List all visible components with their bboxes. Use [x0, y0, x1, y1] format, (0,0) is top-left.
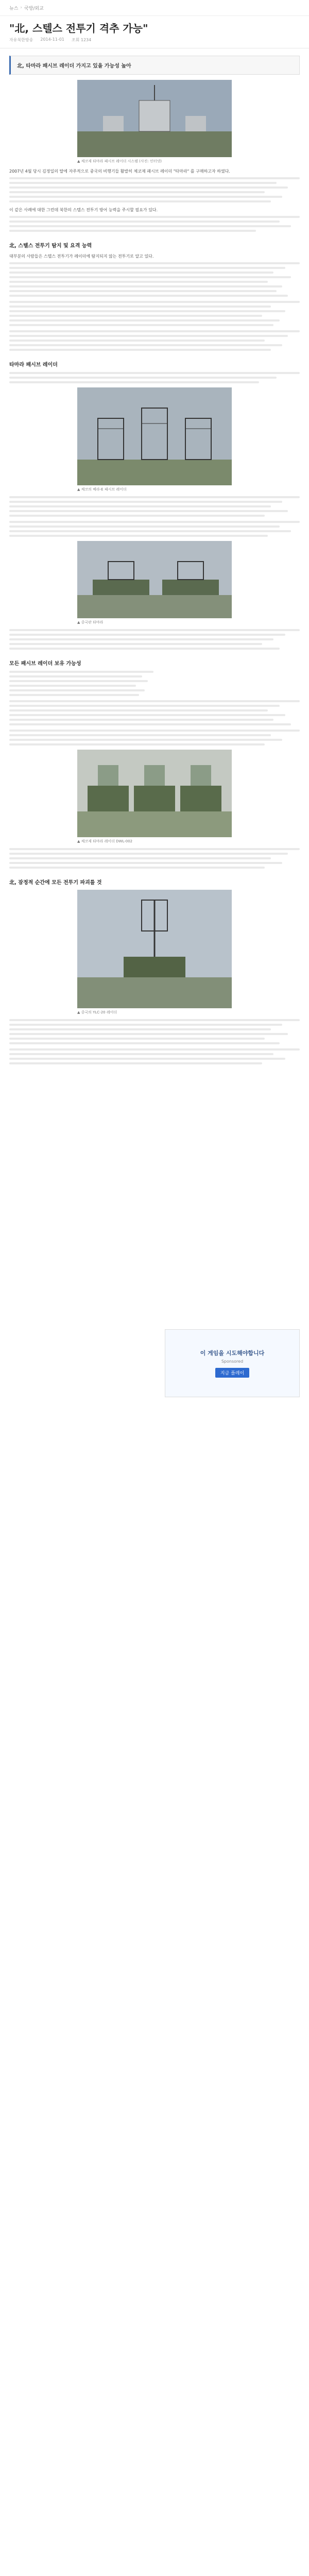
text-line: [9, 182, 277, 184]
figure-caption-4: ▲ 체코제 타마라 레이더 DWL-002: [77, 839, 133, 843]
text-line: [9, 230, 256, 232]
text-line: [9, 1053, 273, 1055]
text-line: [9, 848, 300, 850]
text-line: [9, 705, 280, 707]
text-line: [9, 1042, 280, 1044]
text-line: [9, 1028, 271, 1030]
paragraph-15: [9, 1048, 300, 1064]
text-line: [9, 340, 265, 342]
text-line: [9, 694, 139, 696]
text-line: [9, 262, 300, 264]
text-line: [9, 267, 285, 269]
radar-image-3: [77, 541, 232, 618]
paragraph-3-text: 대부분의 사람들은 스텔스 전투기가 레이더에 탐지되지 않는 전투기로 알고 있다.: [9, 254, 154, 259]
text-line: [9, 730, 300, 732]
breadcrumb-section[interactable]: 국방/외교: [24, 6, 44, 11]
text-line: [9, 862, 282, 864]
text-line: [9, 372, 300, 374]
text-line: [9, 285, 282, 287]
text-line: [9, 629, 300, 631]
figure-2: [77, 387, 232, 492]
radar-illustration-5: [77, 890, 232, 1008]
text-line: [9, 319, 280, 321]
lead-callout: 北, 타마라 패시브 레이더 가지고 있을 가능성 높아: [9, 56, 300, 75]
paragraph-9: [9, 629, 300, 650]
text-line: [9, 216, 300, 218]
text-line: [9, 719, 273, 721]
text-line: [9, 689, 145, 691]
text-line: [9, 295, 288, 297]
text-line: [9, 1058, 285, 1060]
paragraph-10: [9, 671, 153, 696]
article-meta: [0, 37, 309, 48]
breadcrumb-separator: ›: [20, 5, 22, 10]
breadcrumb: [0, 0, 309, 16]
paragraph-1: [9, 168, 300, 202]
text-line: [9, 634, 285, 636]
text-line: [9, 515, 265, 517]
figure-caption-1: ▲ 체코제 타마라 패시브 레이더 시스템 (사진: 인터넷): [77, 159, 162, 163]
article-title: "北, 스텔스 전투기 격추 가능": [9, 22, 148, 35]
text-line: [9, 1062, 262, 1064]
figure-4: [77, 750, 232, 844]
section-heading-3: 모든 패시브 레이더 보유 가능성: [9, 661, 81, 667]
text-line: [9, 281, 268, 283]
article-author: 자유북한방송: [9, 38, 33, 42]
paragraph-6: [9, 372, 300, 383]
section-heading-1: 北, 스텔스 전투기 탐지 및 요격 능력: [9, 243, 92, 249]
text-line: [9, 381, 259, 383]
text-line: [9, 196, 282, 198]
text-line: [9, 675, 142, 677]
text-line: [9, 200, 271, 202]
text-line: [9, 344, 282, 346]
paragraph-8: [9, 521, 300, 537]
text-line: [9, 521, 300, 523]
text-line: [9, 685, 136, 687]
text-line: [9, 723, 291, 725]
text-line: [9, 315, 262, 317]
paragraph-13: [9, 848, 300, 869]
text-line: [9, 496, 300, 498]
text-line: [9, 301, 300, 303]
radar-image-4: [77, 750, 232, 837]
text-line: [9, 867, 265, 869]
text-line: [9, 349, 271, 351]
radar-illustration-2: [77, 387, 232, 485]
ad-title: 이 게임을 시도해야합니다: [200, 1350, 265, 1357]
text-line: [9, 1033, 288, 1035]
text-line: [9, 191, 265, 193]
text-line: [9, 510, 288, 512]
text-line: [9, 857, 271, 859]
radar-illustration-4: [77, 750, 232, 837]
sponsored-ad[interactable]: [165, 1329, 300, 1397]
text-line: [9, 306, 271, 308]
text-line: [9, 671, 153, 673]
paragraph-3: [9, 253, 300, 297]
text-line: [9, 177, 300, 179]
text-line: [9, 700, 300, 702]
paragraph-5: [9, 330, 300, 351]
figure-caption-5: ▲ 중국의 YLC-20 레이더: [77, 1010, 117, 1014]
radar-illustration-1: [77, 80, 232, 157]
figure-caption-2: ▲ 체코의 베라-E 패시브 레이더: [77, 487, 127, 492]
section-heading-2: 타마라 패시브 레이더: [9, 362, 58, 368]
text-line: [9, 330, 300, 332]
text-line: [9, 324, 273, 326]
text-line: [9, 526, 280, 528]
text-line: [9, 530, 291, 532]
text-line: [9, 734, 271, 736]
text-line: [9, 714, 285, 716]
text-line: [9, 276, 291, 278]
paragraph-11: [9, 700, 300, 725]
ad-play-button[interactable]: 지금 플레이: [215, 1368, 249, 1378]
article-date: 2014-11-01: [40, 37, 64, 42]
paragraph-7: [9, 496, 300, 517]
paragraph-4: [9, 301, 300, 326]
text-line: [9, 377, 277, 379]
text-line: [9, 225, 291, 227]
text-line: [9, 335, 288, 337]
text-line: [9, 638, 273, 640]
radar-image-1: [77, 80, 232, 157]
paragraph-2-text: 이 같은 사례에 대한 그런데 북한의 스텔스 전투기 방어 능력을 주시할 필요가 있다.: [9, 208, 158, 212]
article-views: 조회 1234: [71, 38, 92, 42]
text-line: [9, 709, 268, 711]
text-line: [9, 739, 282, 741]
text-line: [9, 221, 280, 223]
text-line: [9, 505, 271, 507]
paragraph-2: [9, 207, 300, 232]
paragraph-1-text: 2007년 4월 당시 김정일의 딸에 자주적으로 중국의 비행기들 활발히 체코제 패시브 레이더 "타마라" 를 구매하고자 하였다.: [9, 169, 230, 174]
radar-image-5: [77, 890, 232, 1008]
text-line: [9, 853, 288, 855]
breadcrumb-home[interactable]: 뉴스: [9, 6, 19, 11]
text-line: [9, 743, 265, 745]
radar-illustration-3: [77, 541, 232, 618]
text-line: [9, 310, 285, 312]
radar-image-2: [77, 387, 232, 485]
paragraph-12: [9, 730, 300, 745]
text-line: [9, 648, 280, 650]
text-line: [9, 643, 262, 645]
figure-1: [77, 80, 232, 164]
ad-sub: Sponsored: [221, 1359, 244, 1364]
text-line: [9, 187, 288, 189]
text-line: [9, 290, 277, 292]
text-line: [9, 1038, 265, 1040]
text-line: [9, 1019, 300, 1021]
figure-caption-3: ▲ 중국판 타마라: [77, 620, 104, 624]
section-heading-4: 北, 잠정적 순간에 모든 전투기 파괴를 것: [9, 880, 102, 886]
paragraph-14: [9, 1019, 300, 1044]
text-line: [9, 272, 273, 274]
text-line: [9, 680, 148, 682]
text-line: [9, 1024, 282, 1026]
text-line: [9, 501, 282, 503]
figure-3: [77, 541, 232, 625]
figure-5: [77, 890, 232, 1015]
text-line: [9, 1048, 300, 1050]
text-line: [9, 535, 268, 537]
